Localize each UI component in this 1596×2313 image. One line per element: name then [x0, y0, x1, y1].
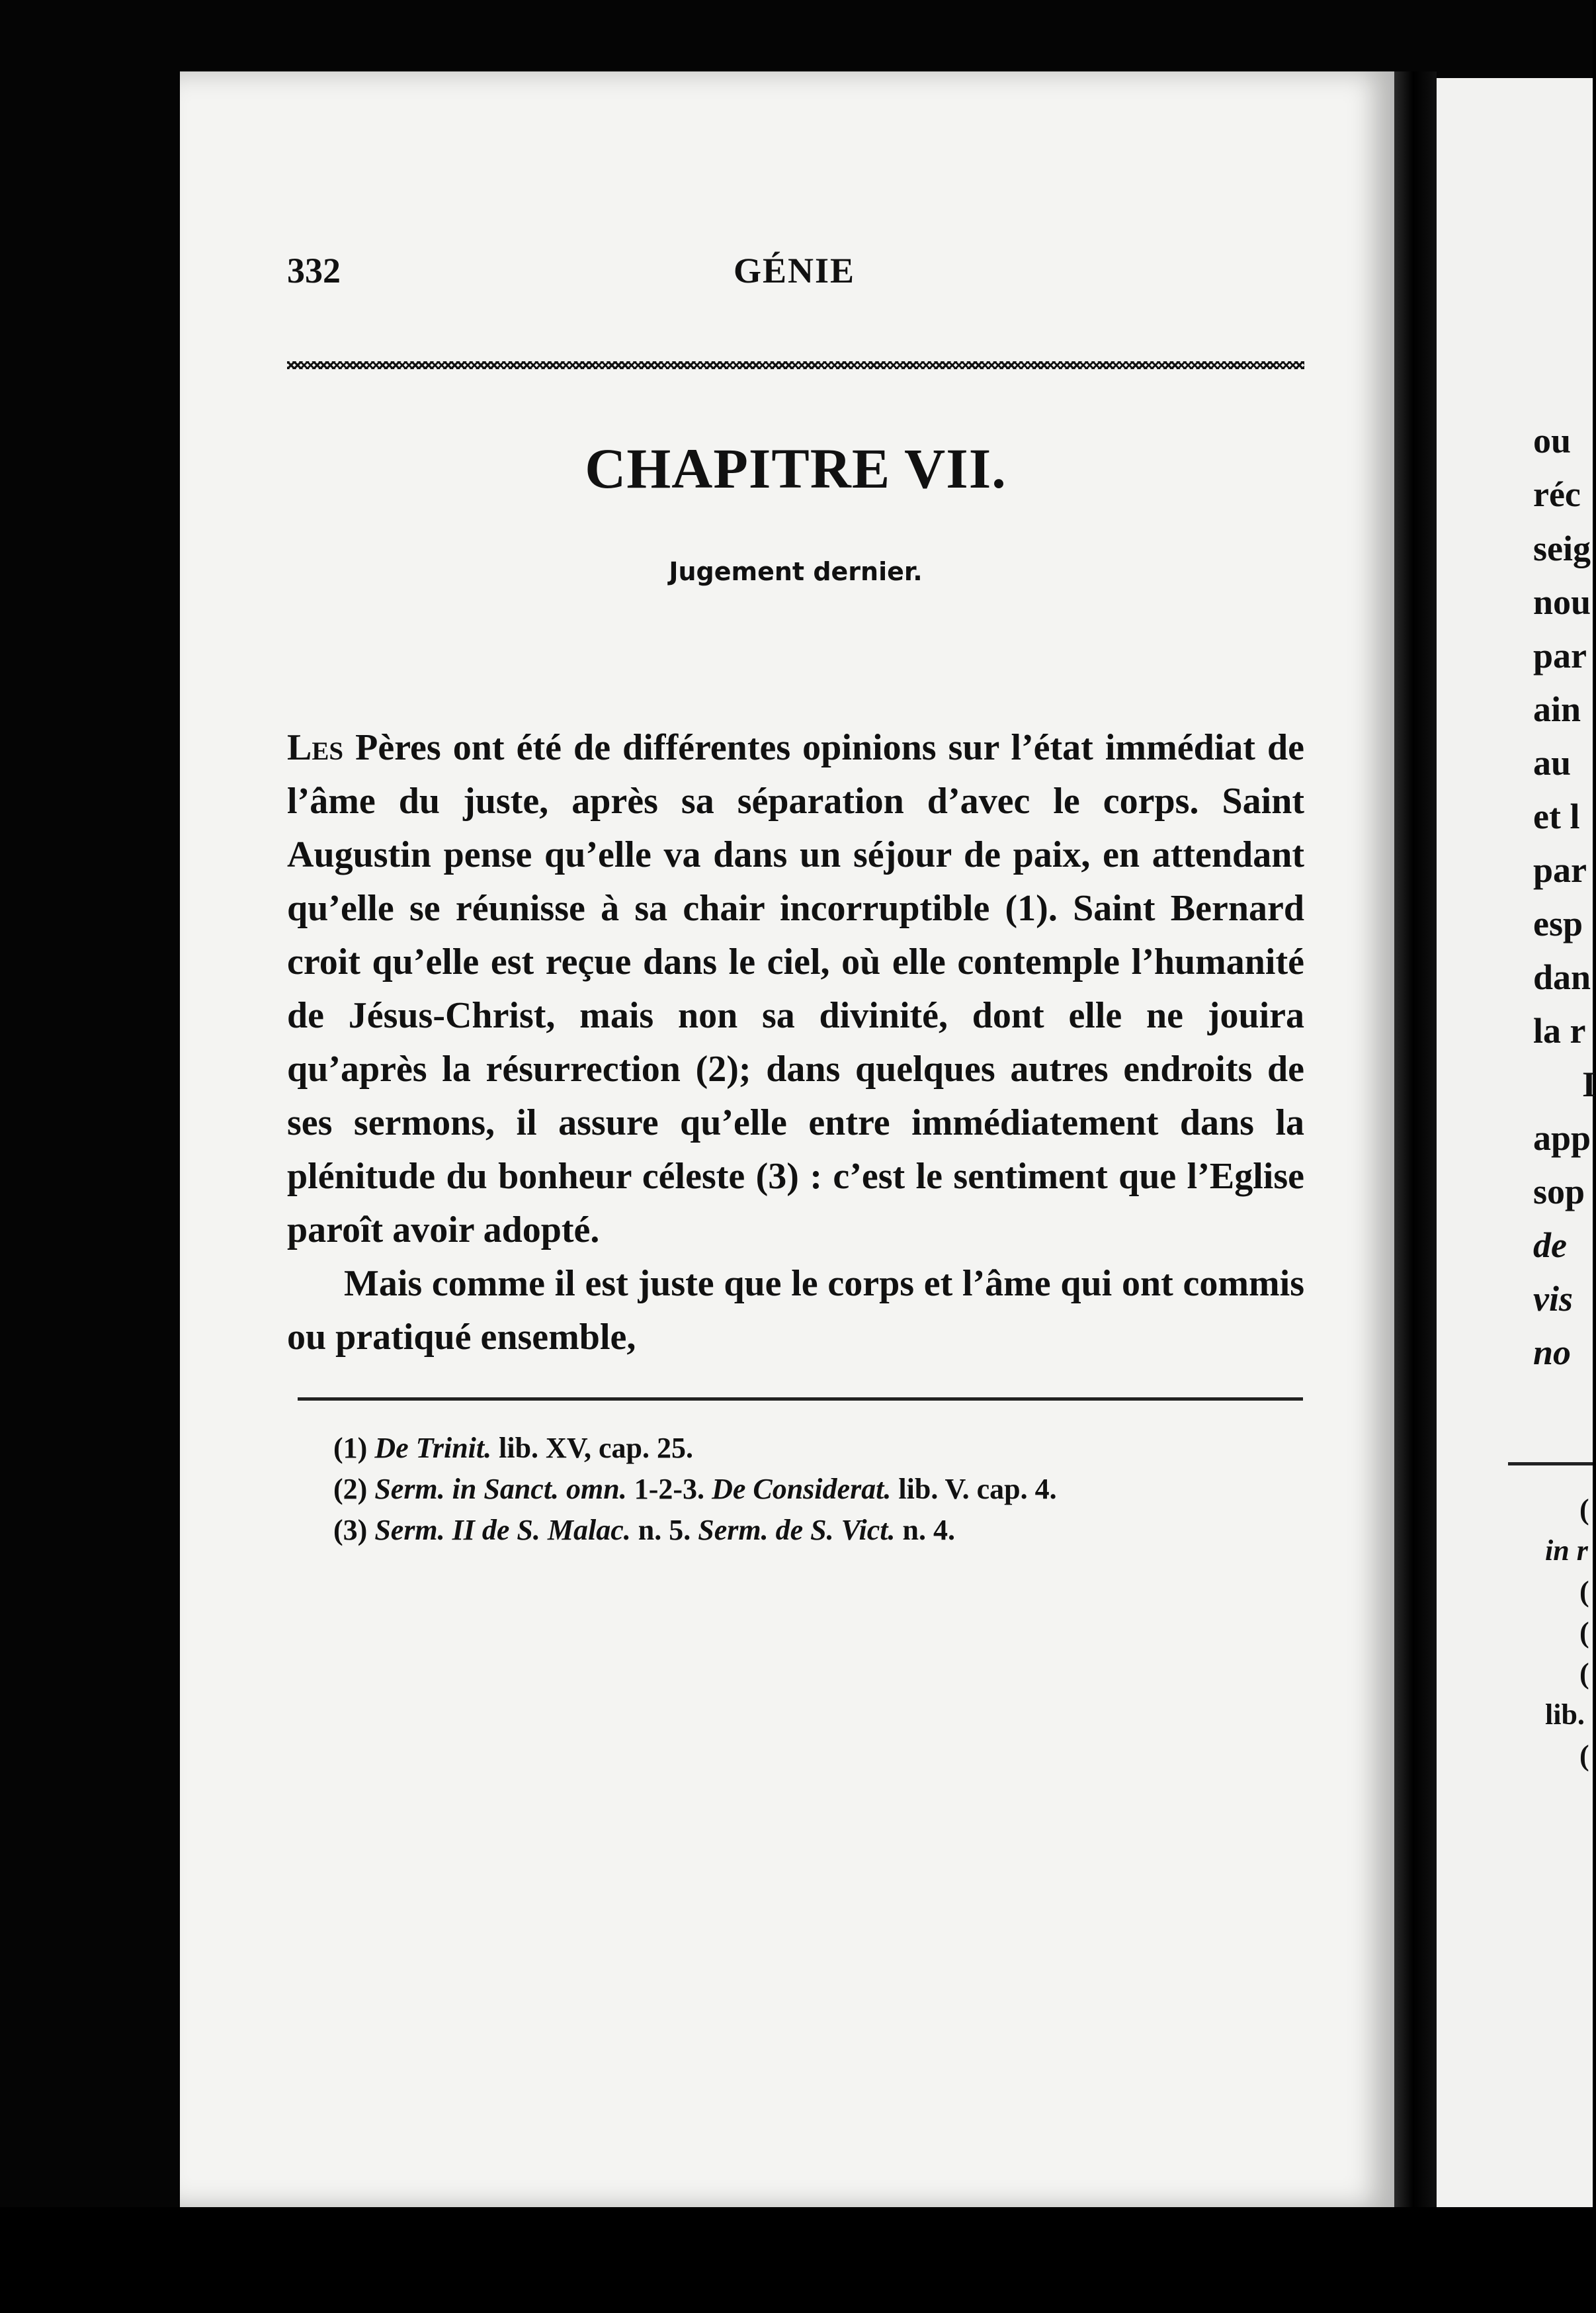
right-page-line: seig [1533, 529, 1591, 568]
right-page-line: sop [1533, 1172, 1585, 1211]
right-page-line: par [1533, 636, 1587, 676]
footnote-mark: (2) [333, 1473, 368, 1505]
right-page-line: dan [1533, 957, 1591, 997]
chapter-subtitle: Jugement dernier. [669, 557, 923, 586]
footnotes [291, 1428, 1303, 1551]
book-gutter [1394, 71, 1437, 2207]
right-page-line: esp [1533, 904, 1583, 943]
right-page-line: ain [1533, 689, 1581, 729]
ornamental-rule [287, 361, 1304, 369]
footnote [291, 1428, 1303, 1469]
right-page-line: app [1533, 1118, 1591, 1158]
footnote-reference: De Trinit. [374, 1432, 492, 1464]
footnote-text: n. 5. [630, 1514, 698, 1546]
footnote [291, 1510, 1303, 1551]
right-page-line: la r [1533, 1011, 1586, 1051]
running-head [287, 250, 1302, 316]
footnote-reference: Serm. de S. Vict. [698, 1514, 896, 1546]
chapter-title: CHAPITRE VII. [585, 437, 1007, 500]
right-page-footnote-line: in r [1545, 1534, 1588, 1567]
footnote-rule [298, 1397, 1303, 1401]
footnote-text: lib. XV, cap. 25. [491, 1432, 693, 1464]
right-page-line: I [1582, 1065, 1596, 1104]
footnote-text: n. 4. [895, 1514, 956, 1546]
right-page-footnote-line: ( [1579, 1739, 1589, 1772]
right-page-rule [1508, 1462, 1593, 1465]
right-page-footnote-line: ( [1579, 1616, 1589, 1649]
page-number: 332 [287, 251, 341, 290]
footnote-text: 1-2-3. [626, 1473, 712, 1505]
footnote-text: lib. V. cap. 4. [891, 1473, 1057, 1505]
paragraph-lettrine: Les [287, 727, 344, 768]
right-page-line: réc [1533, 474, 1581, 514]
scan-bottom-edge [0, 2207, 1593, 2313]
right-page-line: et l [1533, 797, 1580, 836]
right-page-line: par [1533, 850, 1587, 890]
paragraph-1-text: Pères ont été de différentes opinions sur l’état immédiat de l’âme du juste, après sa séparation d’avec le corps. Saint Augustin pense qu’elle va dans un séjour de paix, en attendant qu’elle se réunisse à sa chair incorruptible (1). Saint Bernard croit qu’elle est reçue dans le ciel, où elle contemple l’humanité de Jésus-Christ, mais non sa divinité, dont elle ne jouira qu’après la résurrection (2); dans quelques autres endroits de ses sermons, il assure qu’elle entre immédiatement dans la plénitude du bonheur céleste (3) : c’est le sentiment que l’Eglise paroît avoir adopté. [287, 727, 1305, 1250]
right-page-footnote-line: ( [1579, 1493, 1589, 1526]
right-page-line: ou [1533, 421, 1572, 460]
right-page-line: nou [1533, 582, 1591, 622]
footnote-reference: De Considerat. [712, 1473, 892, 1505]
right-page-footnote-line: ( [1579, 1575, 1589, 1608]
body-text [287, 721, 1304, 1364]
right-page-footnote-line: ( [1579, 1657, 1589, 1690]
right-page-line: de [1533, 1225, 1567, 1265]
footnote [291, 1469, 1303, 1510]
right-page-line: no [1533, 1332, 1572, 1372]
footnote-mark: (3) [333, 1514, 368, 1546]
footnote-reference: Serm. in Sanct. omn. [374, 1473, 627, 1505]
paragraph-2: Mais comme il est juste que le corps et l’âme qui ont commis ou pratiqué ensemble, [287, 1263, 1304, 1358]
right-page-line: vis [1533, 1279, 1573, 1319]
right-page-footnote-line: lib. [1545, 1698, 1585, 1731]
footnote-reference: Serm. II de S. Malac. [374, 1514, 631, 1546]
right-page-line: au [1533, 743, 1572, 783]
running-title: GÉNIE [733, 251, 856, 290]
footnote-mark: (1) [333, 1432, 368, 1464]
paragraph-1 [287, 721, 1304, 1257]
